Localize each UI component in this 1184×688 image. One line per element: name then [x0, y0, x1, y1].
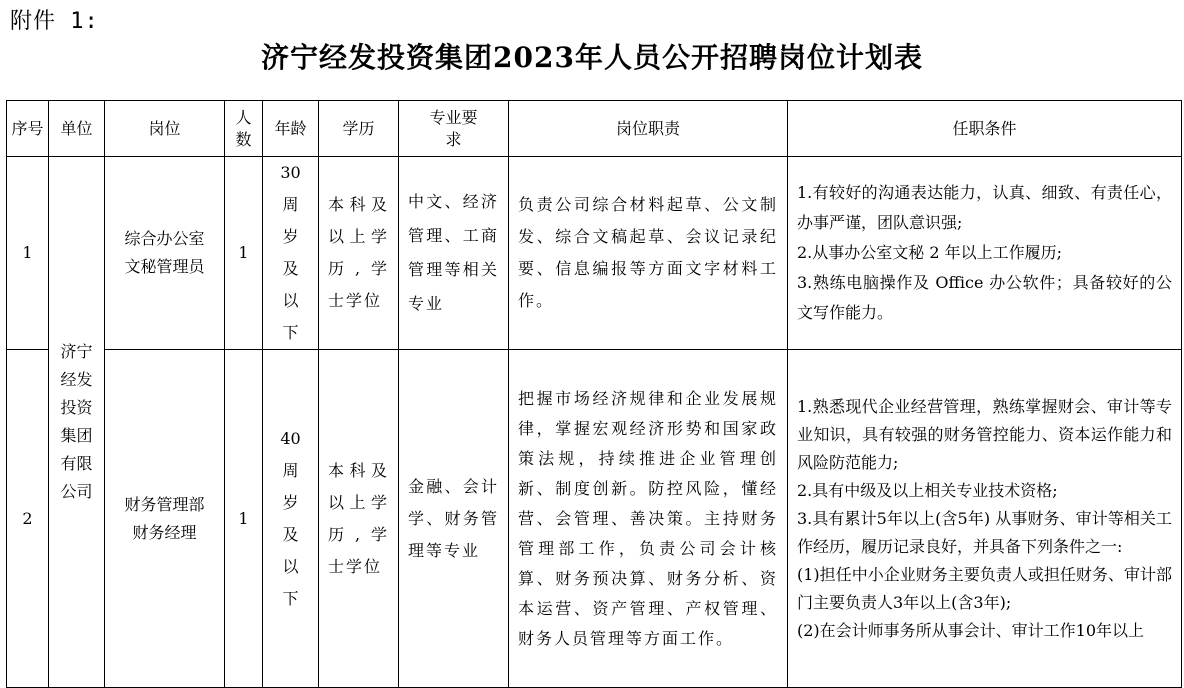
row-age: 40周岁及以下 — [263, 350, 319, 688]
row-major: 金融、会计学、财务管理等专业 — [399, 350, 509, 688]
col-duties-header: 岗位职责 — [509, 101, 788, 157]
requirement-item: 1.有较好的沟通表达能力，认真、细致、有责任心，办事严谨，团队意识强; — [797, 183, 1172, 232]
row-position: 财务管理部财务经理 — [105, 350, 225, 688]
row-requirements — [788, 350, 1182, 688]
row-seq: 1 — [7, 157, 49, 350]
col-age-header: 年龄 — [263, 101, 319, 157]
row-major: 中文、经济管理、工商管理等相关专业 — [399, 157, 509, 350]
col-seq-header: 序号 — [7, 101, 49, 157]
col-position-header: 岗位 — [105, 101, 225, 157]
row-count: 1 — [225, 350, 263, 688]
row-education: 本科及以上学历,学士学位 — [319, 350, 399, 688]
table-row — [7, 350, 1182, 688]
row-count: 1 — [225, 157, 263, 350]
col-requirements-header: 任职条件 — [788, 101, 1182, 157]
col-education-header: 学历 — [319, 101, 399, 157]
col-unit-header: 单位 — [49, 101, 105, 157]
requirement-item: 2.从事办公室文秘 2 年以上工作履历; — [797, 243, 1063, 262]
requirement-item: (1)担任中小企业财务主要负责人或担任财务、审计部门主要负责人3年以上(含3年); — [797, 564, 1172, 612]
requirement-item: 1.熟悉现代企业经营管理，熟练掌握财会、审计等专业知识，具有较强的财务管控能力、资本运作能力和风险防范能力; — [797, 396, 1172, 472]
row-position: 综合办公室文秘管理员 — [105, 157, 225, 350]
attachment-label: 附件 1: — [10, 9, 99, 34]
unit-name: 济宁经发投资集团有限公司 — [49, 157, 105, 688]
recruitment-plan-table — [6, 100, 1182, 688]
row-education: 本科及以上学历,学士学位 — [319, 157, 399, 350]
requirement-item: (2)在会计师事务所从事会计、审计工作10年以上 — [797, 620, 1145, 640]
table-row — [7, 157, 1182, 350]
row-requirements — [788, 157, 1182, 350]
requirement-item: 3.具有累计5年以上(含5年) 从事财务、审计等相关工作经历，履历记录良好，并具备下列条件之一: — [797, 508, 1172, 556]
col-major-header: 专业要求 — [399, 101, 509, 157]
row-duties: 把握市场经济规律和企业发展规律，掌握宏观经济形势和国家政策法规，持续推进企业管理创新、制度创新。防控风险，懂经营、会管理、善决策。主持财务管理部工作，负责公司会计核算、财务预决算、财务分析、资本运营、资产管理、产权管理、财务人员管理等方面工作。 — [509, 350, 788, 688]
col-count-header: 人数 — [225, 101, 263, 157]
row-duties: 负责公司综合材料起草、公文制发、综合文稿起草、会议记录纪要、信息编报等方面文字材料工作。 — [509, 157, 788, 350]
requirement-item: 2.具有中级及以上相关专业技术资格; — [797, 480, 1058, 500]
row-seq: 2 — [7, 350, 49, 688]
requirement-item: 3.熟练电脑操作及 Office 办公软件；具备较好的公文写作能力。 — [797, 273, 1172, 322]
row-age: 30周岁及以下 — [263, 157, 319, 350]
page-title: 济宁经发投资集团2023年人员公开招聘岗位计划表 — [261, 41, 923, 74]
table-header-row — [7, 101, 1182, 157]
